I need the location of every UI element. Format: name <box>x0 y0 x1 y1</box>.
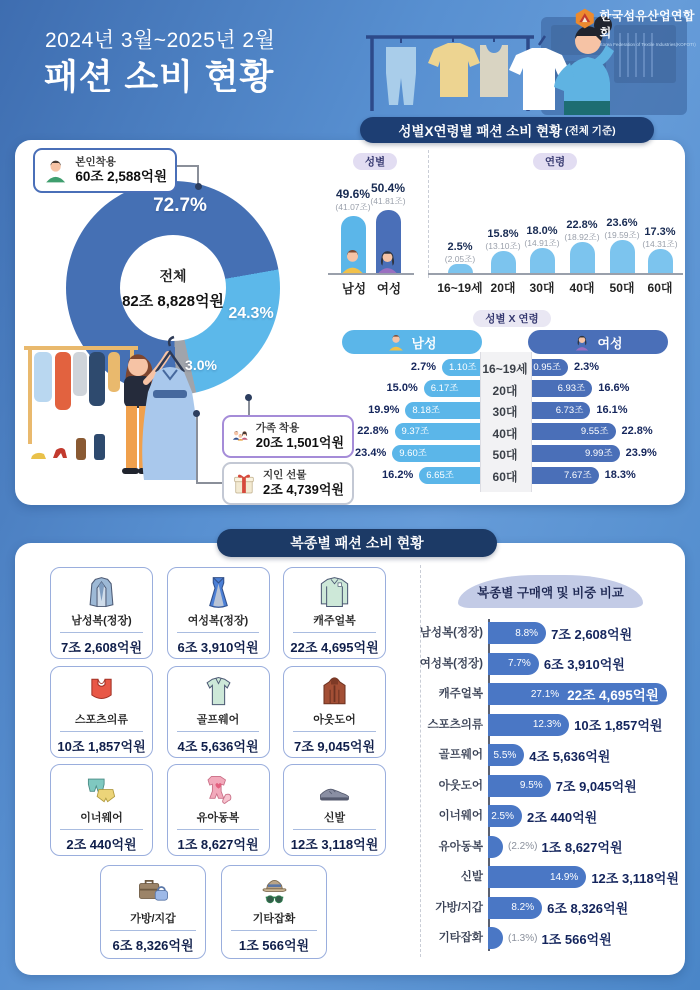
compare-pct-label: 2.5% <box>491 810 514 822</box>
compare-pct-label: (1.3%) <box>508 932 538 944</box>
card-divider <box>110 930 195 931</box>
age-category-label: 40대 <box>569 281 595 295</box>
card-name: 기타잡화 <box>252 913 296 925</box>
category-card <box>283 567 386 659</box>
compare-bar <box>488 683 667 705</box>
callout-label: 지인 선물 <box>262 468 307 481</box>
age-pct-label: 2.5% <box>447 241 473 253</box>
casual-icon <box>317 575 352 610</box>
pyramid-female-bar: 0.95조 <box>530 359 568 376</box>
age-amount-label: (14.31조) <box>642 239 678 250</box>
card-name: 여성복(정장) <box>187 615 249 627</box>
compare-bar <box>488 866 586 888</box>
connector-dot <box>245 394 252 401</box>
gift-icon <box>232 471 256 497</box>
card-divider <box>60 632 143 633</box>
compare-after <box>508 836 623 858</box>
section2-badge <box>217 529 497 557</box>
pyramid-male-bar: 6.17조 <box>424 380 480 397</box>
pyramid-male-header <box>342 330 482 354</box>
compare-pct-label: 5.5% <box>493 749 517 761</box>
age-amount-label: (2.05조) <box>444 254 476 264</box>
pyramid-female-bar: 9.55조 <box>530 423 616 440</box>
gender-age-pill: 성별 X 연령 <box>473 310 551 327</box>
compare-after <box>527 805 597 827</box>
age-category-label: 16~19세 <box>437 281 483 295</box>
donut-center-value: 82조 8,828억원 <box>122 292 224 310</box>
donut-center-label: 전체 <box>159 267 187 284</box>
connector-dot <box>195 183 202 190</box>
card-divider <box>177 731 260 732</box>
section1-badge-suffix: (전체 기준) <box>565 124 616 137</box>
callout-family-wear <box>222 415 354 458</box>
age-pct-label: 15.8% <box>487 228 519 241</box>
age-bar <box>648 249 673 273</box>
card-name: 가방/지갑 <box>130 913 176 925</box>
compare-after <box>529 744 610 766</box>
card-value: 6조 8,326억원 <box>112 938 194 953</box>
compare-value: 12조 3,118억원 <box>591 870 679 886</box>
age-bar <box>570 242 595 273</box>
category-card <box>50 567 153 659</box>
compare-value: 1조 566억원 <box>541 931 612 947</box>
callout-gift <box>222 462 354 505</box>
card-value: 2조 440억원 <box>66 837 137 852</box>
card-divider <box>231 930 316 931</box>
compare-bar <box>488 897 542 919</box>
age-pct-label: 18.0% <box>526 225 558 238</box>
compare-category-label: 가방/지갑 <box>435 901 483 914</box>
compare-pct-label: 9.5% <box>519 780 543 791</box>
compare-after <box>544 653 625 675</box>
age-pct-label: 22.8% <box>566 218 598 231</box>
innerwear-icon <box>84 772 119 807</box>
pyramid-age-label: 16~19세 <box>482 362 528 376</box>
callout-self-wear <box>33 148 177 193</box>
connector-line <box>196 482 222 484</box>
compare-pct-label: 8.8% <box>515 627 539 639</box>
compare-category-label: 유아동복 <box>438 840 483 853</box>
card-value: 6조 3,910억원 <box>177 640 259 655</box>
section1-badge-text: 성별X연령별 패션 소비 현황 <box>398 124 563 139</box>
age-section-pill: 연령 <box>533 153 577 170</box>
page-title: 패션 소비 현황 <box>44 58 275 97</box>
boy-icon <box>387 333 405 351</box>
pyramid-female-label: 여성 <box>597 335 623 351</box>
pyramid-female-bar: 7.67조 <box>530 467 599 484</box>
girl-icon <box>573 333 591 351</box>
connector-line <box>196 414 198 484</box>
compare-value: 2조 440억원 <box>527 809 598 825</box>
donut-pct-family: 24.3% <box>228 305 274 322</box>
compare-pct-label: (2.2%) <box>508 841 538 852</box>
golf-icon <box>201 674 236 709</box>
age-category-label: 30대 <box>529 281 555 295</box>
pyramid-female-pct: 16.1% <box>596 403 628 416</box>
compare-value: 1조 8,627억원 <box>541 840 623 855</box>
category-card <box>50 764 153 856</box>
compare-category-label: 골프웨어 <box>438 749 483 761</box>
category-card <box>167 666 270 758</box>
age-amount-label: (13.10조) <box>485 241 521 252</box>
pyramid-male-bar: 9.60조 <box>392 445 480 462</box>
pyramid-male-pct: 22.8% <box>357 425 389 438</box>
callout-label: 가족 착용 <box>255 421 300 434</box>
compare-category-label: 아웃도어 <box>438 779 483 792</box>
compare-title: 복종별 구매액 및 비중 비교 <box>458 575 643 608</box>
card-divider <box>177 829 260 830</box>
logo-subtitle: Korea Federation of Textile Industries(KOFOTI) <box>599 42 696 47</box>
gender-pct-label: 50.4% <box>370 181 406 195</box>
header-period: 2024년 3월~2025년 2월 <box>45 29 276 52</box>
age-category-label: 20대 <box>490 281 516 295</box>
section2-badge-text: 복종별 패션 소비 현황 <box>290 535 424 551</box>
gender-amount-label: (41.07조) <box>335 202 371 212</box>
card-name: 아웃도어 <box>313 713 356 726</box>
compare-value: 7조 2,608억원 <box>551 626 633 642</box>
compare-bar <box>488 805 522 827</box>
card-divider <box>177 632 260 633</box>
card-value: 22조 4,695억원 <box>290 640 379 655</box>
pyramid-female-header <box>528 330 668 354</box>
age-pct-label: 23.6% <box>606 217 638 230</box>
compare-category-label: 이너웨어 <box>438 810 483 822</box>
category-card <box>50 666 153 758</box>
pyramid-female-pct: 22.8% <box>621 425 653 438</box>
card-divider <box>60 731 143 732</box>
compare-after <box>551 622 632 644</box>
gender-section-pill: 성별 <box>353 153 397 170</box>
callout-value: 2조 4,739억원 <box>262 481 344 497</box>
outdoor-icon <box>317 674 352 709</box>
card-value: 1조 566억원 <box>238 938 310 953</box>
section1-badge <box>360 117 654 143</box>
pyramid-male-pct: 19.9% <box>368 403 400 416</box>
pyramid-male-label: 남성 <box>411 335 437 351</box>
pyramid-age-label: 20대 <box>492 383 518 398</box>
girl-icon <box>374 247 401 274</box>
logo-icon <box>574 7 596 30</box>
card-divider <box>60 829 143 830</box>
category-card <box>167 764 270 856</box>
compare-bar <box>488 653 539 675</box>
pyramid-age-label: 30대 <box>492 405 518 420</box>
sports-icon <box>84 674 119 709</box>
kids-icon <box>201 772 236 807</box>
connector-dot <box>193 410 200 417</box>
pyramid-age-label: 60대 <box>492 470 518 484</box>
card-name: 골프웨어 <box>196 713 240 726</box>
pyramid-male-bar: 8.18조 <box>405 402 480 419</box>
card-name: 신발 <box>323 812 346 824</box>
card-value: 4조 5,636억원 <box>177 738 259 754</box>
logo <box>574 7 700 47</box>
age-amount-label: (19.59조) <box>604 230 640 241</box>
card-name: 스포츠의류 <box>74 713 129 726</box>
connector-line <box>197 165 199 185</box>
compare-after <box>556 775 637 797</box>
pyramid-female-pct: 23.9% <box>625 446 657 459</box>
compare-category-label: 신발 <box>460 871 483 883</box>
category-card <box>167 567 270 659</box>
age-category-label: 50대 <box>609 281 635 295</box>
pyramid-age-label: 40대 <box>492 426 518 441</box>
compare-bar <box>488 622 546 644</box>
compare-bar <box>488 744 524 766</box>
compare-pct-label: 27.1% <box>530 688 560 700</box>
suit-icon <box>84 575 119 610</box>
donut-pct-gift: 3.0% <box>185 357 217 373</box>
panel-gender-age <box>15 140 685 505</box>
pyramid-female-pct: 18.3% <box>604 468 636 481</box>
gender-amount-label: (41.81조) <box>370 196 406 206</box>
card-value: 10조 1,857억원 <box>57 738 146 754</box>
pyramid-female-pct: 2.3% <box>574 360 600 373</box>
gender-category-label: 여성 <box>376 282 402 296</box>
compare-pct-label: 14.9% <box>549 871 579 883</box>
compare-bar <box>488 927 503 949</box>
compare-pct-label: 12.3% <box>532 719 562 730</box>
donut-pct-self: 72.7% <box>153 195 207 216</box>
callout-value: 60조 2,588억원 <box>75 168 167 184</box>
card-name: 남성복(정장) <box>71 615 132 627</box>
card-value: 7조 2,608억원 <box>60 640 143 655</box>
boy-icon <box>339 247 366 274</box>
pyramid-female-bar: 6.93조 <box>530 380 592 397</box>
pyramid-female-pct: 16.6% <box>598 382 630 395</box>
compare-category-label: 남성복(정장) <box>419 627 483 639</box>
gender-category-label: 남성 <box>341 282 367 296</box>
age-bar <box>491 251 516 273</box>
compare-after <box>591 866 679 888</box>
compare-category-label: 여성복(정장) <box>419 657 483 670</box>
callout-label: 본인착용 <box>75 155 116 168</box>
pyramid-female-bar: 9.99조 <box>530 445 620 462</box>
connector-line <box>175 165 199 167</box>
card-value: 12조 3,118억원 <box>290 837 379 852</box>
age-bar <box>448 264 473 273</box>
gender-pct-label: 49.6% <box>335 187 371 201</box>
shoes-icon <box>317 772 352 807</box>
card-value: 7조 9,045억원 <box>293 738 376 754</box>
pyramid-male-pct: 15.0% <box>386 382 418 395</box>
age-bar <box>530 248 555 273</box>
man-icon <box>43 157 68 184</box>
callout-value: 20조 1,501억원 <box>255 434 344 450</box>
pyramid-male-pct: 16.2% <box>382 468 414 481</box>
compare-value: 4조 5,636억원 <box>529 748 611 764</box>
family-icon <box>232 424 249 449</box>
dress-icon <box>201 575 236 610</box>
compare-after <box>574 714 662 736</box>
card-divider <box>293 829 376 830</box>
pyramid-age-label: 50대 <box>492 448 518 463</box>
card-name: 캐주얼복 <box>313 615 356 627</box>
pyramid-female-bar: 6.73조 <box>530 402 590 419</box>
age-amount-label: (18.92조) <box>564 231 600 242</box>
compare-value: 6조 3,910억원 <box>543 657 625 672</box>
misc-icon <box>257 873 292 908</box>
pyramid-male-bar: 1.10조 <box>442 359 480 376</box>
compare-bar <box>488 775 551 797</box>
category-card <box>221 865 327 959</box>
age-pct-label: 17.3% <box>644 226 676 239</box>
compare-value: 6조 8,326억원 <box>547 901 629 916</box>
age-baseline <box>428 273 683 275</box>
compare-bar <box>488 714 569 736</box>
pyramid-male-bar: 9.37조 <box>395 423 481 440</box>
bag-icon <box>136 873 171 908</box>
pyramid-male-bar: 6.65조 <box>419 467 480 484</box>
compare-category-label: 스포츠의류 <box>427 718 483 731</box>
logo-name: 한국섬유산업연합회 <box>599 9 695 40</box>
donut-center <box>120 235 226 341</box>
category-card <box>100 865 206 959</box>
compare-category-label: 기타잡화 <box>438 932 483 944</box>
age-category-label: 60대 <box>647 281 673 295</box>
card-name: 이너웨어 <box>80 812 123 824</box>
age-amount-label: (14.91조) <box>524 238 560 249</box>
compare-bar <box>488 836 503 858</box>
compare-value: 10조 1,857억원 <box>574 718 663 733</box>
compare-category-label: 캐주얼복 <box>438 688 483 700</box>
compare-value: 22조 4,695억원 <box>567 688 659 703</box>
compare-after <box>508 927 612 949</box>
pyramid-male-pct: 23.4% <box>355 446 387 459</box>
panel-categories <box>15 543 685 975</box>
pyramid-male-pct: 2.7% <box>410 360 436 373</box>
compare-pct-label: 8.2% <box>511 902 535 913</box>
card-value: 1조 8,627억원 <box>177 837 259 852</box>
compare-value: 7조 9,045억원 <box>555 779 637 794</box>
compare-after <box>547 897 628 919</box>
compare-pct-label: 7.7% <box>508 658 531 669</box>
shopper-illustration <box>20 332 225 504</box>
card-name: 유아동복 <box>196 812 240 824</box>
